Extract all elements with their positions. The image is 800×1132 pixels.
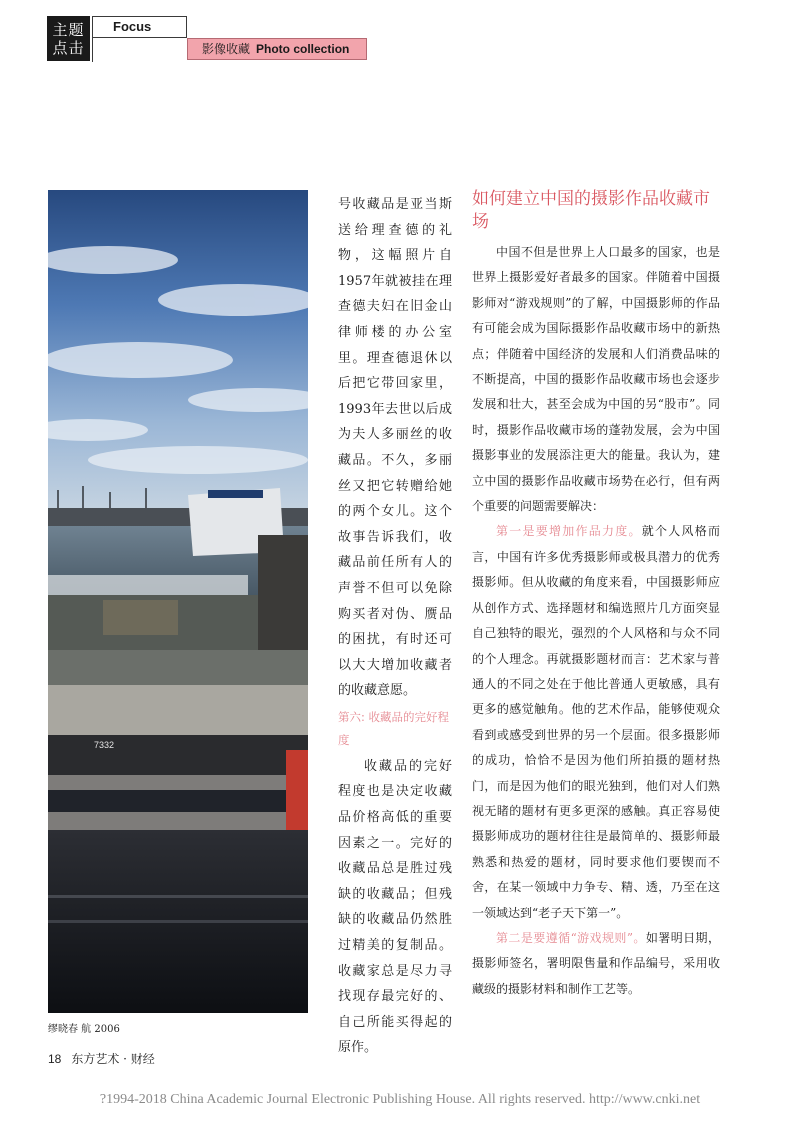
section-label-block [47,16,90,61]
photo-illustration [48,190,308,1013]
point2-lead: 第二是要遵循“游戏规则”。 [496,930,646,945]
category-banner [187,38,367,60]
tram-number: 7332 [94,740,115,750]
point2-body: 如署明日期，摄影师签名，署明限售量和作品编号，采用收藏级的摄影材料和制作工艺等。 [472,930,720,996]
point1-lead: 第一是要增加作品力度。 [496,524,642,539]
header-divider [92,38,93,62]
page-footer [48,1050,155,1067]
right-paragraph-1: 中国不但是世界上人口最多的国家，也是世界上摄影爱好者最多的国家。伴随着中国摄影师对“游戏规则”的了解，中国摄影师的作品有可能会成为国际摄影作品收藏市场中的新热点；伴随着中国经济的发展和人们消费品味的不断提高，中国的摄影作品收藏市场也会逐步发展和壮大，甚至会成为中国的另“股市”。同时，摄影作品收藏市场的蓬勃发展，会为中国摄影事业的发展添注更大的能量。我认为，建立中国的摄影作品收藏市场势在必行，但有两个重要的问题需要解决： [472,245,720,514]
focus-label: Focus [92,16,187,38]
middle-paragraph-2: 收藏品的完好程度也是决定收藏品价格高低的重要因素之一。完好的收藏品总是胜过残缺的收藏品；但残缺的收藏品仍然胜过精美的复制品。收藏家总是尽力寻找现存最完好的、自己所能买得起的原作。 [338,758,452,1056]
right-paragraph-3 [472,926,720,1002]
copyright-watermark: ?1994-2018 China Academic Journal Electronic Publishing House. All rights reserved. http://www.cnki.net [99,1092,701,1107]
middle-paragraph-1: 号收藏品是亚当斯送给理查德的礼物，这幅照片自1957年就被挂在理查德夫妇在旧金山律师楼的办公室里。理查德退休以后把它带回家里，1993年去世以后成为夫人多丽丝的收藏品。不久，多丽丝又把它转赠给她的两个女儿。这个故事告诉我们，收藏品前任所有人的声誉不但可以免除购买者对伪、赝品的困扰，有时还可以大大增加收藏者的收藏意愿。 [338,197,452,699]
point1-body: 就个人风格而言，中国有许多优秀摄影师或极具潜力的优秀摄影师。但从收藏的角度来看，中国摄影师应从创作方式、选择题材和编选照片几方面突显自己独特的眼光，强烈的个人风格和与众不同的个人理念。再就摄影题材而言：艺术家与普通人的不同之处在于他比普通人更敏感，具有更多的感觉触角。他的艺术作品，能够使观众看到或感受到世界的另一个层面。很多摄影师的成功，恰恰不是因为他们所拍摄的题材热门，而是因为他们的眼光独到，他们对人们熟视无睹的题材有更多更深的感触。真正容易使摄影师成功的题材往往是最简单的、摄影师最熟悉和热爱的题材，同时要求他们要锲而不舍，在某一领域中力争专、精、透，乃至在这一领域达到“老子天下第一”。 [472,524,720,920]
article-title: 如何建立中国的摄影作品收藏市场 [472,189,710,232]
middle-subheading: 第六: 收藏品的完好程度 [338,709,450,747]
photo-credit: 缪晓春 航 2006 [48,1024,120,1035]
middle-column [338,192,452,1061]
section-label-line2: 点击 [52,39,85,57]
section-label-line1: 主题 [52,21,85,39]
category-cn: 影像收藏 [202,42,251,56]
page-number: 18 [48,1052,62,1066]
right-column [472,188,720,1002]
harbor-tram-photo [48,190,308,1013]
right-paragraph-2 [472,519,720,926]
publication-name: 东方艺术 · 财经 [71,1052,155,1066]
category-en: Photo collection [256,42,350,56]
